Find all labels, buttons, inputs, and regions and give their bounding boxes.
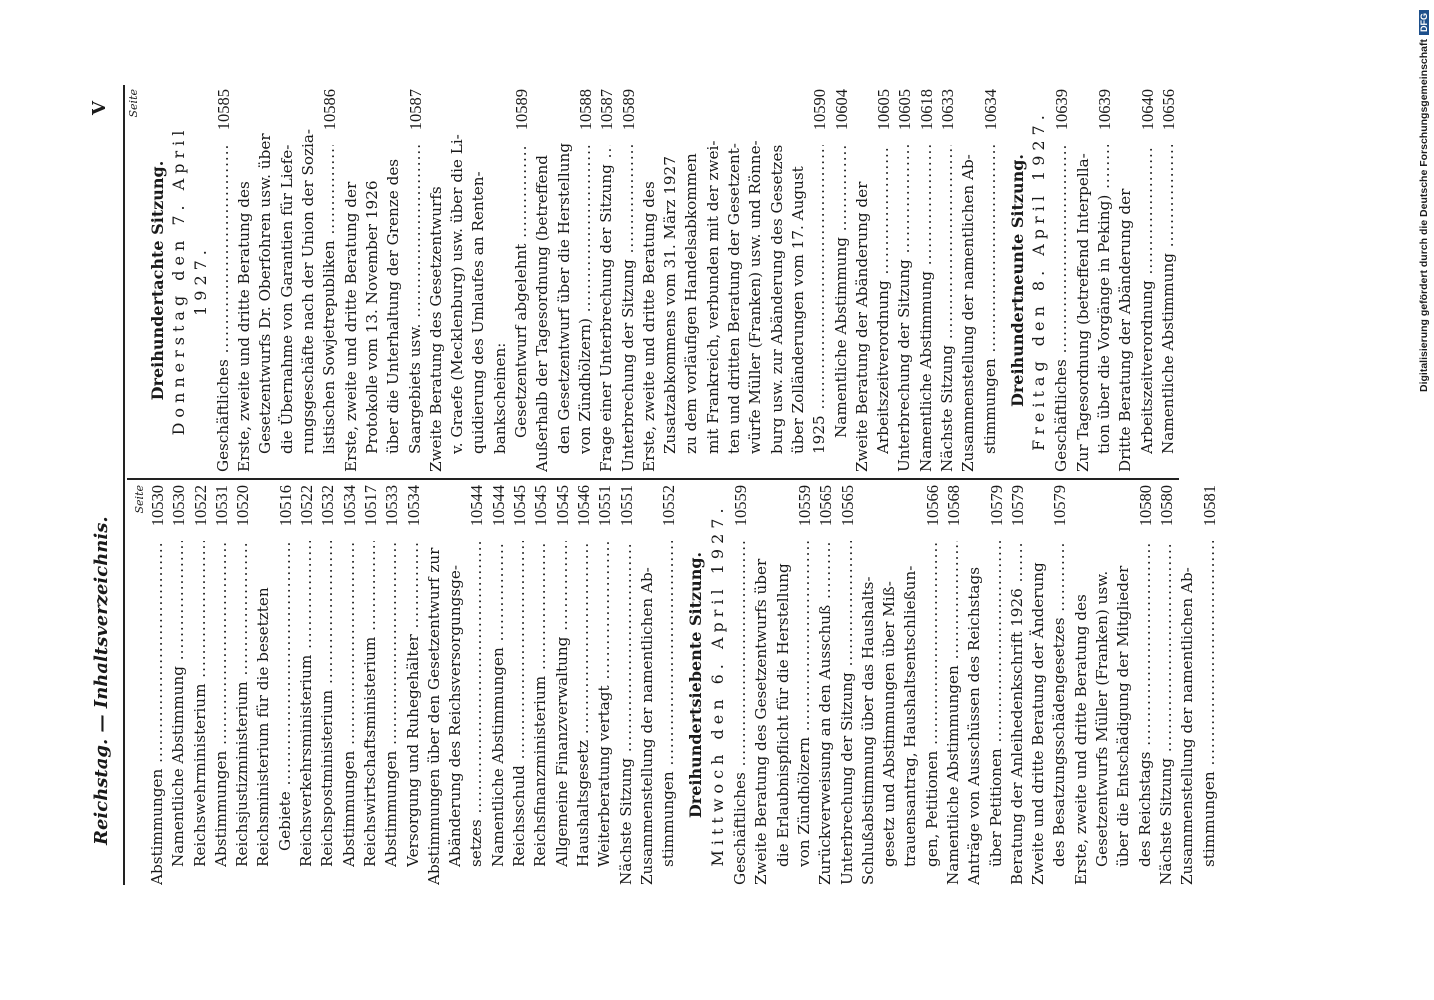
entry-text: Abstimmungen über den Gesetzentwurf zur bbox=[424, 547, 443, 885]
toc-entry bbox=[1158, 89, 1179, 472]
toc-list bbox=[147, 485, 679, 885]
entry-text: würfe Müller (Franken) usw. und Rönne- bbox=[746, 140, 765, 454]
entry-page: 10588 bbox=[575, 89, 595, 131]
entry-page: 10517 bbox=[360, 485, 380, 527]
toc-entry bbox=[809, 89, 830, 472]
toc-entry bbox=[980, 89, 1001, 472]
entry-text: Erste, zweite und dritte Beratung der bbox=[341, 181, 360, 472]
toc-entry bbox=[575, 89, 596, 472]
entry-text: trauensantrag, Haushaltsentschließun- bbox=[901, 565, 920, 867]
entry-text: des Besatzungsschädengesetzes ..... bbox=[1049, 541, 1070, 867]
entry-text: Abstimmungen ..... bbox=[211, 541, 232, 867]
entry-page: 10580 bbox=[1156, 485, 1176, 527]
entry-page: 10545 bbox=[531, 485, 551, 527]
entry-page: 10568 bbox=[943, 485, 963, 527]
toc-entry bbox=[573, 485, 594, 885]
entry-page: 10640 bbox=[1137, 89, 1157, 131]
toc-entry bbox=[275, 485, 296, 885]
entry-page: 10580 bbox=[1135, 485, 1155, 527]
entry-text: gesetz und Abstimmungen über Miß- bbox=[880, 581, 899, 867]
toc-entry bbox=[466, 485, 487, 885]
session-date: Freitag den 8. April 1927. bbox=[1029, 110, 1049, 451]
entry-text: Reichsschuld ..... bbox=[509, 541, 530, 867]
toc-entry bbox=[360, 485, 381, 885]
entry-text: Geschäftliches ..... bbox=[730, 541, 751, 885]
entry-page: 10531 bbox=[211, 485, 231, 527]
toc-entry bbox=[1007, 485, 1028, 885]
toc-list bbox=[730, 485, 1220, 885]
entry-text: v. Graefe (Mecklenburg) usw. über die Li- bbox=[448, 134, 467, 454]
entry-text: Abänderung des Reichsversorgungsge- bbox=[446, 565, 465, 867]
toc-entry bbox=[1051, 89, 1072, 472]
toc-entry bbox=[317, 485, 338, 885]
entry-text: Reichsfinanzministerium ..... bbox=[530, 541, 551, 867]
entry-page: 10546 bbox=[573, 485, 593, 527]
entry-text: von Zündhölzern) ..... bbox=[575, 145, 596, 454]
entry-page: 10605 bbox=[895, 89, 915, 131]
entry-text: Namentliche Abstimmung ..... bbox=[168, 541, 189, 867]
seite-label: Seite bbox=[127, 89, 140, 118]
toc-entry bbox=[381, 485, 402, 885]
toc-entry bbox=[1049, 485, 1070, 885]
entry-page: 10545 bbox=[552, 485, 572, 527]
entry-page: 10566 bbox=[922, 485, 942, 527]
entry-page: 10532 bbox=[318, 485, 338, 527]
entry-page: 10579 bbox=[986, 485, 1006, 527]
entry-text: Zusammenstellung der namentlichen Ab- bbox=[637, 567, 656, 885]
entry-page: 10589 bbox=[512, 89, 532, 131]
toc-list bbox=[213, 89, 1001, 472]
entry-text: bankscheinen: bbox=[490, 342, 509, 454]
entry-text: zu dem vorläufigen Handelsabkommen bbox=[682, 153, 701, 454]
entry-text: rungsgeschäfte nach der Union der Sozia- bbox=[299, 128, 318, 454]
toc-entry bbox=[837, 485, 858, 885]
toc-entry bbox=[213, 89, 234, 472]
entry-text: Unterbrechung der Sitzung ..... bbox=[837, 541, 858, 885]
page-header bbox=[85, 85, 125, 885]
toc-entry bbox=[168, 485, 189, 885]
toc-entry bbox=[922, 485, 943, 885]
entry-page: 10639 bbox=[1095, 89, 1115, 131]
entry-text: Zweite und dritte Beratung der Änderung bbox=[1029, 562, 1048, 885]
entry-text: Gesetzentwurfs Müller (Franken) usw. bbox=[1093, 570, 1112, 867]
entry-text: Frage einer Unterbrechung der Sitzung ..... bbox=[596, 145, 617, 472]
entry-text: Nächste Sitzung ..... bbox=[1156, 541, 1177, 885]
session-title: Dreihundertneunte Sitzung. bbox=[1007, 154, 1027, 407]
toc-entry bbox=[873, 89, 894, 472]
entry-text: Protokolle vom 13. November 1926 bbox=[362, 180, 381, 454]
entry-page: 10604 bbox=[831, 89, 851, 131]
entry-text: Weiterberatung vertagt ..... bbox=[594, 541, 615, 867]
session-date: Donnerstag den 7. April 1927. bbox=[169, 125, 210, 436]
entry-page: 10516 bbox=[275, 485, 295, 527]
entry-page: 10579 bbox=[1050, 485, 1070, 527]
entry-text: burg usw. zur Abänderung des Gesetzes bbox=[767, 144, 786, 454]
entry-text: Haushaltsgesetz ..... bbox=[573, 541, 594, 867]
entry-page: 10530 bbox=[148, 485, 167, 527]
entry-page: 10639 bbox=[1052, 89, 1072, 131]
entry-page: 10520 bbox=[233, 485, 253, 527]
entry-text: Beratung der Anleihedenkschrift 1926 ..... bbox=[1007, 541, 1028, 885]
entry-text: Gebiete ..... bbox=[275, 541, 296, 851]
session-date: Mittwoch den 6. April 1927. bbox=[707, 503, 727, 867]
toc-entry bbox=[147, 485, 168, 885]
toc-entry bbox=[815, 485, 836, 885]
credit-text: Digitalisierung gefördert durch die Deutsche Forschungsgemeinschaft bbox=[1418, 39, 1430, 392]
toc-entry bbox=[894, 89, 915, 472]
entry-page: 10551 bbox=[595, 485, 615, 527]
entry-text: setzes ..... bbox=[466, 541, 487, 867]
entry-page: 10559 bbox=[794, 485, 814, 527]
entry-text: Reichswehrministerium ..... bbox=[190, 541, 211, 867]
entry-page: 10551 bbox=[616, 485, 636, 527]
left-column bbox=[133, 485, 1220, 885]
entry-text: Nächste Sitzung ..... bbox=[937, 145, 958, 472]
toc-entry bbox=[831, 89, 852, 472]
entry-text: Außerhalb der Tagesordnung (betreffend bbox=[533, 155, 552, 472]
dfg-logo: DFG bbox=[1419, 10, 1429, 35]
entry-text: stimmungen ..... bbox=[980, 145, 1001, 454]
entry-text: Namentliche Abstimmungen ..... bbox=[943, 541, 964, 885]
entry-text: den Gesetzentwurf über die Herstellung bbox=[554, 142, 573, 454]
entry-page: 10545 bbox=[510, 485, 530, 527]
entry-text: Geschäftliches ..... bbox=[1051, 145, 1072, 472]
entry-text: listischen Sowjetrepubliken ..... bbox=[319, 145, 340, 454]
entry-text: Reichswirtschaftsministerium ..... bbox=[360, 541, 381, 867]
toc-entry bbox=[339, 485, 360, 885]
session-title: Dreihundertachte Sitzung. bbox=[148, 160, 167, 401]
entry-text: mit Frankreich, verbunden mit der zwei- bbox=[703, 140, 722, 454]
toc-entry bbox=[1094, 89, 1115, 472]
entry-page: 10565 bbox=[816, 485, 836, 527]
entry-page: 10530 bbox=[169, 485, 189, 527]
entry-text: Zusatzabkommens vom 31. März 1927 bbox=[661, 156, 680, 454]
toc-entry bbox=[986, 485, 1007, 885]
entry-page: 10579 bbox=[1007, 485, 1027, 527]
entry-page: 10586 bbox=[320, 89, 340, 131]
entry-text: Abstimmungen ..... bbox=[381, 541, 402, 867]
entry-text: über die Entschädigung der Mitglieder bbox=[1114, 565, 1133, 867]
toc-entry bbox=[594, 485, 615, 885]
entry-text: Abstimmungen ..... bbox=[339, 541, 360, 867]
header-rule bbox=[123, 85, 125, 885]
entry-text: Zweite Beratung des Gesetzentwurfs über bbox=[752, 558, 771, 885]
toc-entry bbox=[530, 485, 551, 885]
entry-text: Zurückverweisung an den Ausschuß ..... bbox=[815, 541, 836, 885]
entry-text: von Zündhölzern ..... bbox=[794, 541, 815, 867]
entry-page: 10522 bbox=[297, 485, 317, 527]
right-column bbox=[127, 89, 1179, 480]
entry-text: tion über die Vorgänge in Peking) ..... bbox=[1094, 145, 1115, 454]
toc-entry bbox=[319, 89, 340, 472]
entry-page: 10605 bbox=[874, 89, 894, 131]
entry-text: Gesetzentwurf abgelehnt ..... bbox=[511, 145, 532, 438]
toc-entry bbox=[488, 485, 509, 885]
toc-entry bbox=[618, 89, 639, 472]
entry-text: Geschäftliches ..... bbox=[213, 145, 234, 472]
toc-entry bbox=[658, 485, 679, 885]
entry-page: 10581 bbox=[1199, 485, 1219, 527]
document-page bbox=[85, 85, 1295, 885]
entry-text: Zusammenstellung der namentlichen Ab- bbox=[1178, 567, 1197, 885]
entry-text: Dritte Beratung der Abänderung der bbox=[1116, 188, 1135, 472]
entry-page: 10587 bbox=[405, 89, 425, 131]
toc-entry bbox=[794, 485, 815, 885]
entry-text: Gesetzentwurfs Dr. Oberfohren usw. über bbox=[256, 133, 275, 454]
entry-text: über Zolländerungen vom 17. August bbox=[788, 166, 807, 454]
entry-text: gen, Petitionen ..... bbox=[922, 541, 943, 867]
toc-list bbox=[1051, 89, 1179, 472]
entry-text: Namentliche Abstimmungen ..... bbox=[488, 541, 509, 867]
entry-page: 10634 bbox=[980, 89, 1000, 131]
entry-text: Reichsjustizministerium ..... bbox=[232, 541, 253, 867]
seite-label: Seite bbox=[133, 485, 146, 514]
toc-entry bbox=[1135, 485, 1156, 885]
entry-text: Zweite Beratung des Gesetzentwurfs bbox=[426, 186, 445, 472]
entry-page: 10559 bbox=[731, 485, 751, 527]
entry-page: 10565 bbox=[837, 485, 857, 527]
entry-text: Erste, zweite und dritte Beratung des bbox=[235, 181, 254, 472]
entry-page: 10633 bbox=[937, 89, 957, 131]
entry-page: 10533 bbox=[382, 485, 402, 527]
entry-text: 1925 ..... bbox=[809, 145, 830, 454]
entry-page: 10522 bbox=[190, 485, 210, 527]
entry-page: 10552 bbox=[659, 485, 679, 527]
entry-text: Reichspostministerium ..... bbox=[317, 541, 338, 867]
toc-entry bbox=[916, 89, 937, 472]
entry-page: 10656 bbox=[1158, 89, 1178, 131]
entry-text: Erste, zweite und dritte Beratung des bbox=[1071, 594, 1090, 885]
toc-entry bbox=[296, 485, 317, 885]
toc-entry bbox=[1156, 485, 1177, 885]
toc-entry bbox=[937, 89, 958, 472]
entry-text: Anträge von Ausschüssen des Reichstags bbox=[965, 567, 984, 885]
entry-text: Erste, zweite und dritte Beratung des bbox=[639, 181, 658, 472]
entry-text: Zur Tagesordnung (betreffend Interpella- bbox=[1073, 153, 1092, 472]
entry-text: Namentliche Abstimmung ..... bbox=[1158, 145, 1179, 454]
entry-text: stimmungen ..... bbox=[658, 541, 679, 867]
entry-page: 10544 bbox=[467, 485, 487, 527]
toc-entry bbox=[511, 89, 532, 472]
toc-entry bbox=[1137, 89, 1158, 472]
entry-page: 10544 bbox=[488, 485, 508, 527]
entry-text: die Erlaubnispflicht für die Herstellung bbox=[773, 563, 792, 867]
entry-text: Namentliche Abstimmung ..... bbox=[916, 145, 937, 472]
entry-text: über die Unterhaltung der Grenze des bbox=[384, 158, 403, 454]
toc-entry bbox=[211, 485, 232, 885]
entry-text: Versorgung und Ruhegehälter ..... bbox=[403, 541, 424, 867]
entry-text: Namentliche Abstimmung ..... bbox=[831, 145, 852, 438]
entry-text: Schlußabstimmung über das Haushalts- bbox=[858, 576, 877, 885]
entry-text: stimmungen ..... bbox=[1199, 541, 1220, 867]
page-number-roman: V bbox=[89, 101, 110, 115]
toc-entry bbox=[730, 485, 751, 885]
entry-text: Zweite Beratung der Abänderung der bbox=[852, 181, 871, 472]
entry-page: 10587 bbox=[597, 89, 617, 131]
entry-text: Arbeitszeitverordnung ..... bbox=[873, 145, 894, 454]
entry-text: ten und dritten Beratung der Gesetzent- bbox=[725, 143, 744, 454]
toc-entry bbox=[552, 485, 573, 885]
toc-entry bbox=[596, 89, 617, 472]
toc-entry bbox=[232, 485, 253, 885]
entry-text: Unterbrechung der Sitzung ..... bbox=[618, 145, 639, 472]
entry-page: 10618 bbox=[916, 89, 936, 131]
entry-text: Abstimmungen ..... bbox=[147, 541, 168, 885]
entry-page: 10534 bbox=[339, 485, 359, 527]
entry-text: über Petitionen ..... bbox=[986, 541, 1007, 867]
entry-text: Arbeitszeitverordnung ..... bbox=[1137, 145, 1158, 454]
toc-entry bbox=[509, 485, 530, 885]
entry-text: quidierung des Umlaufes an Renten- bbox=[469, 171, 488, 454]
toc-entry bbox=[943, 485, 964, 885]
entry-text: Saargebiets usw. ..... bbox=[405, 145, 426, 454]
entry-page: 10589 bbox=[618, 89, 638, 131]
entry-text: Reichsverkehrsministerium ..... bbox=[296, 541, 317, 867]
entry-text: Zusammenstellung der namentlichen Ab- bbox=[959, 154, 978, 472]
entry-text: Reichsministerium für die besetzten bbox=[254, 587, 273, 867]
entry-page: 10585 bbox=[213, 89, 233, 131]
toc-entry bbox=[405, 89, 426, 472]
entry-page: 10534 bbox=[403, 485, 423, 527]
entry-text: die Übernahme von Garantien für Liefe- bbox=[277, 144, 296, 454]
entry-page: 10590 bbox=[810, 89, 830, 131]
entry-text: des Reichstags ..... bbox=[1135, 541, 1156, 867]
entry-text: Allgemeine Finanzverwaltung ..... bbox=[552, 541, 573, 867]
entry-text: Nächste Sitzung ..... bbox=[616, 541, 637, 885]
toc-entry bbox=[403, 485, 424, 885]
session-title: Dreihundertsiebente Sitzung. bbox=[686, 551, 706, 819]
toc-entry bbox=[190, 485, 211, 885]
running-title: Reichstag. — Inhaltsverzeichnis. bbox=[91, 516, 112, 845]
toc-entry bbox=[1199, 485, 1220, 885]
toc-entry bbox=[616, 485, 637, 885]
dfg-credit bbox=[1418, 10, 1434, 990]
entry-text: Unterbrechung der Sitzung ..... bbox=[894, 145, 915, 472]
